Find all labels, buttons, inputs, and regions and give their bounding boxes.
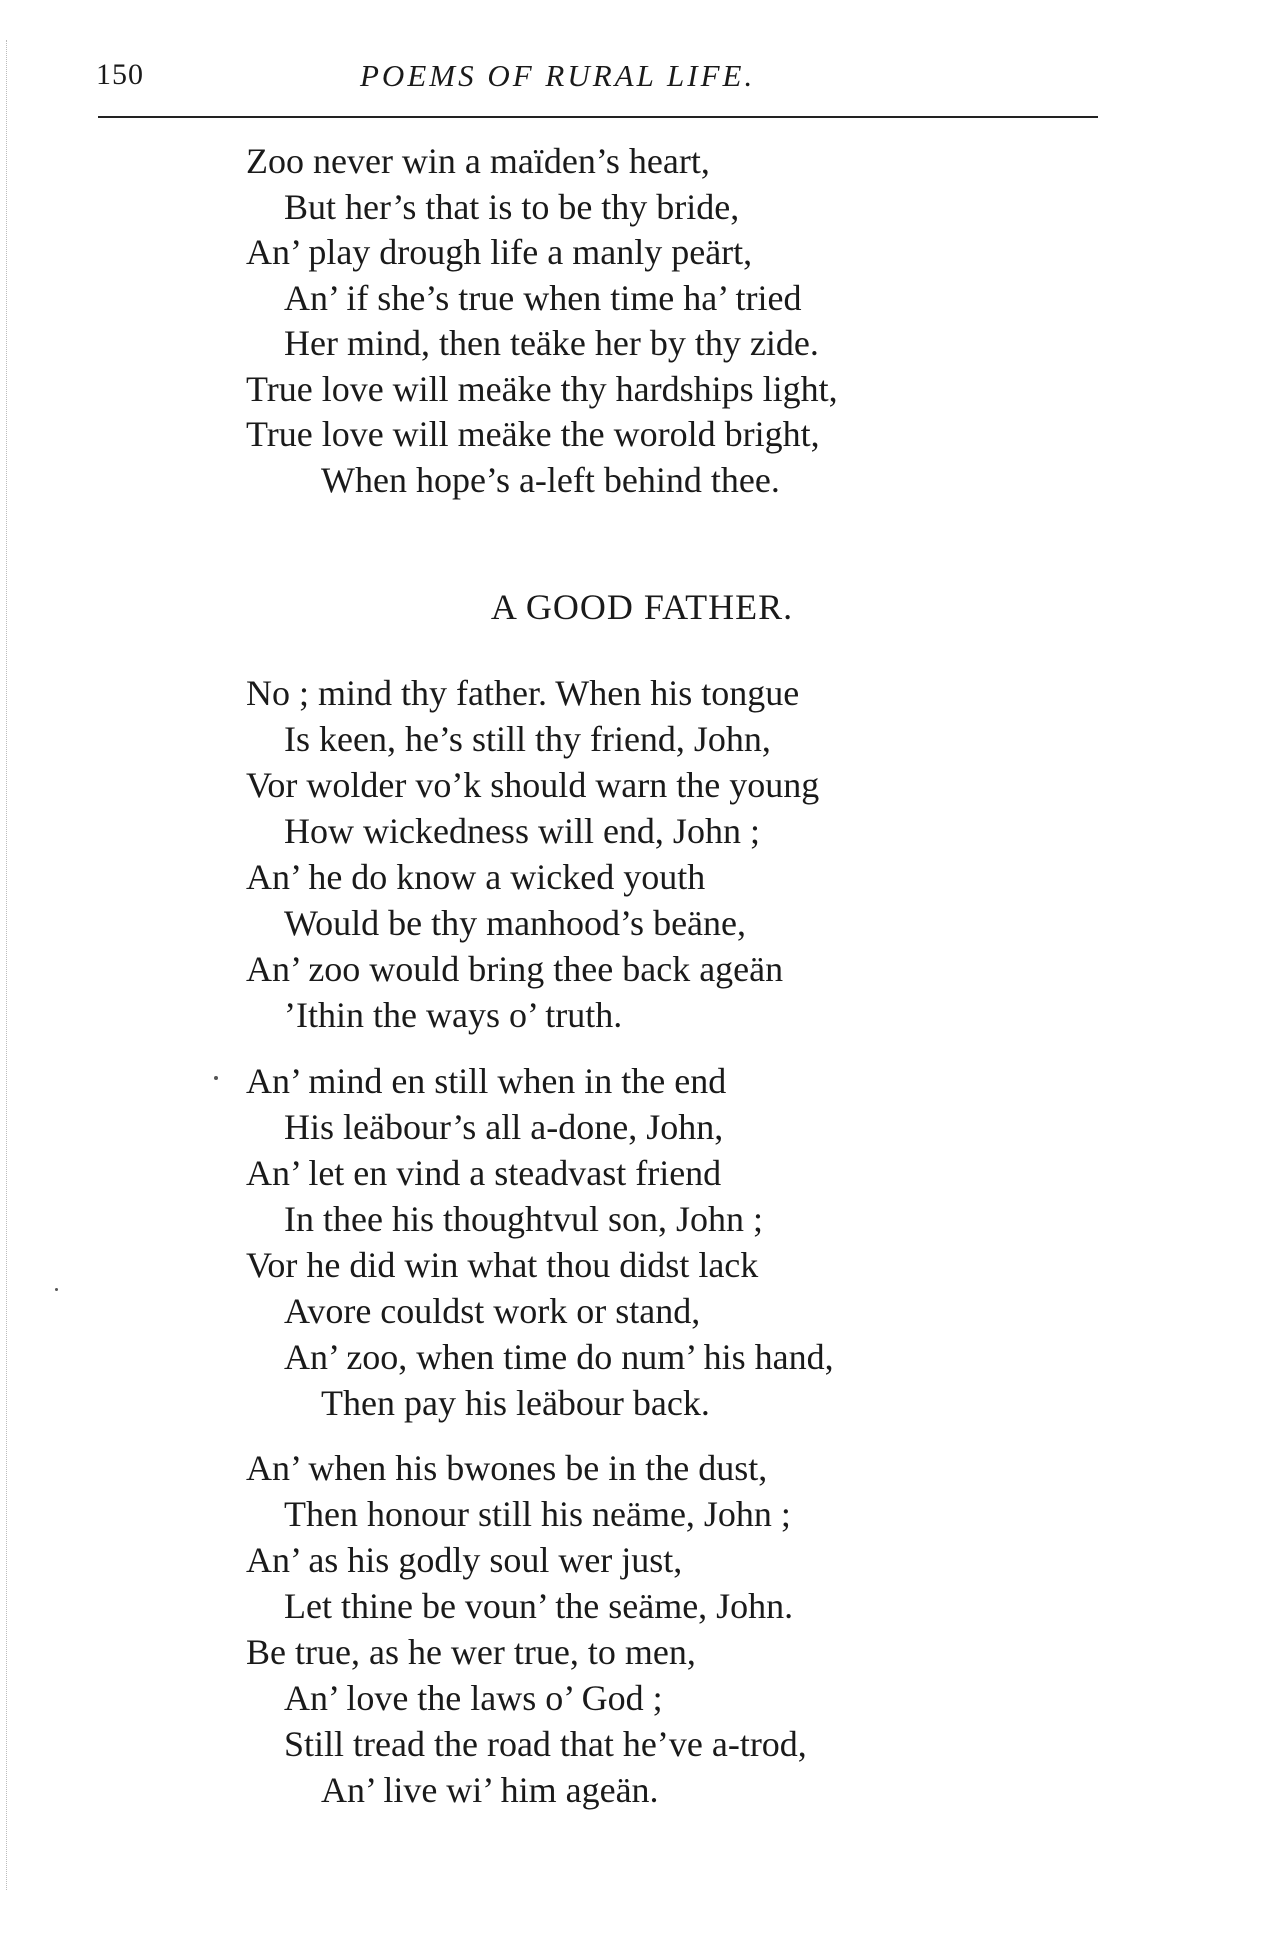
verse-line: But her’s that is to be thy bride, bbox=[284, 186, 740, 227]
verse-line: An’ as his godly soul wer just, bbox=[246, 1540, 683, 1580]
verse-line: In thee his thoughtvul son, John ; bbox=[284, 1199, 763, 1239]
verse-line: Still tread the road that he’ve a-trod, bbox=[284, 1724, 807, 1764]
verse-line: His leäbour’s all a-done, John, bbox=[284, 1107, 724, 1147]
verse-line: An’ he do know a wicked youth bbox=[246, 857, 706, 897]
stanza-2 bbox=[246, 1058, 1066, 1426]
verse-line: Avore couldst work or stand, bbox=[284, 1291, 701, 1331]
verse-line: Be true, as he wer true, to men, bbox=[246, 1632, 696, 1672]
verse-line: Vor wolder vo’k should warn the young bbox=[246, 765, 820, 805]
print-speck bbox=[214, 1076, 218, 1080]
poem-title: A GOOD FATHER. bbox=[490, 587, 794, 627]
verse-line: An’ love the laws o’ God ; bbox=[284, 1678, 663, 1718]
verse-line: ’Ithin the ways o’ truth. bbox=[284, 995, 623, 1035]
verse-line: An’ live wi’ him ageän. bbox=[321, 1770, 659, 1810]
page-edge-dots bbox=[6, 40, 9, 1890]
verse-line: Zoo never win a maïden’s heart, bbox=[246, 141, 710, 181]
verse-line: Vor he did win what thou didst lack bbox=[246, 1245, 759, 1285]
verse-line: Would be thy manhood’s beäne, bbox=[284, 903, 747, 943]
verse-line: Then pay his leäbour back. bbox=[321, 1383, 710, 1423]
verse-line: An’ zoo would bring thee back ageän bbox=[246, 949, 784, 989]
verse-line: An’ play drough life a manly peärt, bbox=[246, 232, 753, 272]
verse-line: An’ zoo, when time do num’ his hand, bbox=[284, 1337, 834, 1377]
verse-line: An’ let en vind a steadvast friend bbox=[246, 1153, 722, 1193]
verse-line: Let thine be voun’ the seäme, John. bbox=[284, 1586, 794, 1626]
verse-line: No ; mind thy father. When his tongue bbox=[246, 673, 800, 713]
verse-line: Then honour still his neäme, John ; bbox=[284, 1494, 791, 1534]
verse-line: Her mind, then teäke her by thy zide. bbox=[284, 323, 819, 363]
verse-line: How wickedness will end, John ; bbox=[284, 811, 760, 851]
page-number: 150 bbox=[96, 58, 144, 91]
stanza-1 bbox=[246, 670, 1066, 1038]
verse-line: When hope’s a-left behind thee. bbox=[321, 459, 780, 500]
running-title: POEMS OF RURAL LIFE. bbox=[360, 58, 756, 93]
page-header bbox=[96, 58, 1096, 118]
verse-line: Is keen, he’s still thy friend, John, bbox=[284, 719, 771, 759]
stanza-3 bbox=[246, 1445, 1066, 1813]
verse-line: An’ when his bwones be in the dust, bbox=[246, 1448, 768, 1488]
verse-line: True love will meäke thy hardships light, bbox=[246, 368, 838, 409]
header-rule bbox=[98, 116, 1098, 118]
verse-line: An’ mind en still when in the end bbox=[246, 1061, 727, 1101]
continued-poem bbox=[246, 139, 1066, 503]
verse-line: An’ if she’s true when time ha’ tried bbox=[284, 277, 802, 318]
verse-line: True love will meäke the worold bright, bbox=[246, 414, 820, 454]
print-speck bbox=[55, 1288, 58, 1291]
